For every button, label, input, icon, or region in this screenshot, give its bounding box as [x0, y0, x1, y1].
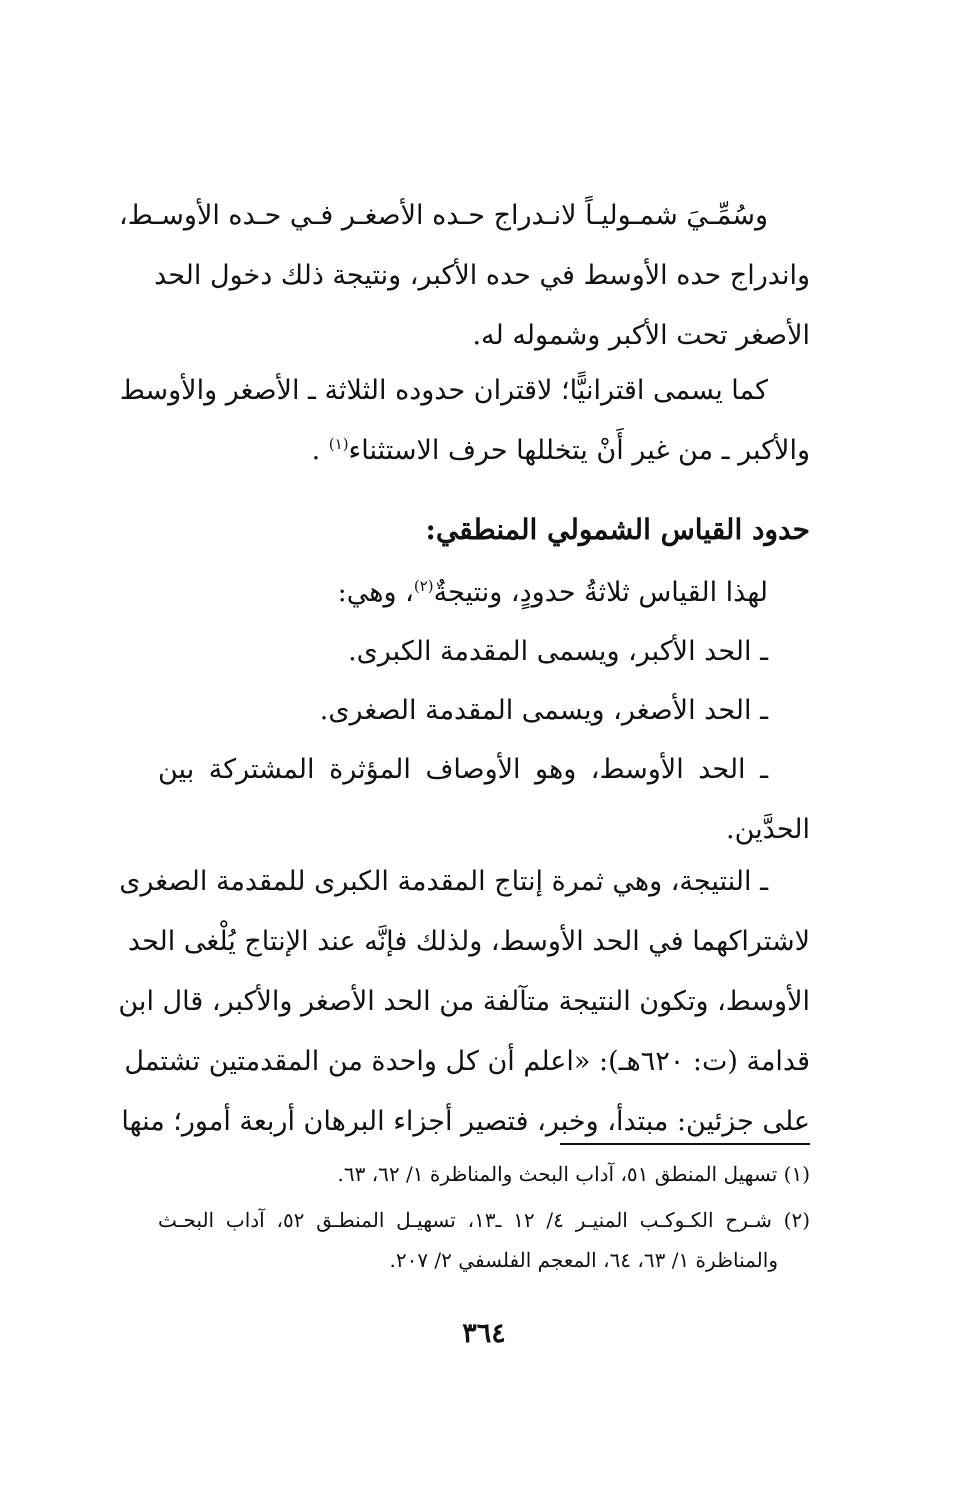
paragraph-line-text: والأكبر ـ من غير أَنْ يتخللها حرف الاستثناء — [348, 435, 810, 466]
paragraph-line: الأصغر تحت الأكبر وشموله له. — [472, 320, 810, 351]
paragraph-line: لاشتراكهما في الحد الأوسط، ولذلك فإنَّه عند الإنتاج يُلْغى الحد — [127, 926, 810, 957]
paragraph-line: كما يسمى اقترانيًّا؛ لاقتران حدوده الثلاثة ـ الأصغر والأوسط — [119, 375, 768, 406]
page-number: ٣٦٤ — [462, 1318, 506, 1349]
line-end-punct: . — [311, 435, 321, 466]
footnote-ref-1[interactable]: (١) — [328, 435, 349, 453]
footnote-line: والمناظرة ١/ ٦٣، ٦٤، المعجم الفلسفي ٢/ ٢٠٧. — [389, 1248, 778, 1272]
list-item-major-term: ـ الحد الأكبر، ويسمى المقدمة الكبرى. — [348, 636, 768, 667]
footnote-text: تسهيل المنطق ٥١، آداب البحث والمناظرة ١/ ٦٢، ٦٣. — [337, 1162, 778, 1186]
list-item-minor-term: ـ الحد الأصغر، ويسمى المقدمة الصغرى. — [319, 695, 768, 726]
paragraph-line — [158, 421, 810, 481]
list-item-middle-term — [158, 740, 810, 860]
intro-text: لهذا القياس ثلاثةُ حدودٍ، ونتيجةٌ — [433, 577, 768, 608]
footnote-1 — [158, 1157, 810, 1191]
footnote-marker: (١) — [783, 1162, 810, 1186]
paragraph-result — [118, 852, 810, 1152]
paragraph-line: وسُمِّـيَ شمـوليـاً لانـدراج حـده الأصغـر فـي حـده الأوسـط، — [119, 200, 768, 231]
paragraph-iqtirani — [119, 361, 810, 481]
paragraph-line: واندراج حده الأوسط في حده الأكبر، ونتيجة ذلك دخول الحد — [154, 260, 810, 291]
section-heading: حدود القياس الشمولي المنطقي: — [425, 513, 810, 546]
footnote-text: شـرح الكـوكـب المنيـر ٤/ ١٢ ـ١٣، تسهيـل المنطـق ٥٢، آداب البحـث — [158, 1208, 772, 1232]
footnote-ref-2[interactable]: (٢) — [413, 577, 434, 595]
footnote-line — [158, 1200, 810, 1240]
paragraph-line: ـ النتيجة، وهي ثمرة إنتاج المقدمة الكبرى للمقدمة الصغرى — [119, 866, 768, 897]
footnote-marker: (٢) — [783, 1208, 811, 1232]
intro-line — [116, 563, 810, 623]
footnote-2 — [158, 1200, 810, 1280]
paragraph-line: ـ الحد الأوسط، وهو الأوصاف المؤثرة المشتركة بين — [158, 754, 768, 785]
paragraph-shumuli — [119, 186, 810, 366]
intro-text-end: ، وهي: — [337, 577, 414, 608]
paragraph-line: قدامة (ت: ٦٢٠هـ): «اعلم أن كل واحدة من المقدمتين تشتمل — [124, 1046, 810, 1077]
paragraph-line: على جزئين: مبتدأ، وخبر، فتصير أجزاء البرهان أربعة أمور؛ منها — [121, 1106, 810, 1137]
paragraph-line: الحدَّين. — [726, 814, 810, 845]
paragraph-line: الأوسط، وتكون النتيجة متآلفة من الحد الأصغر والأكبر، قال ابن — [118, 986, 810, 1017]
footnote-separator — [560, 1143, 810, 1145]
